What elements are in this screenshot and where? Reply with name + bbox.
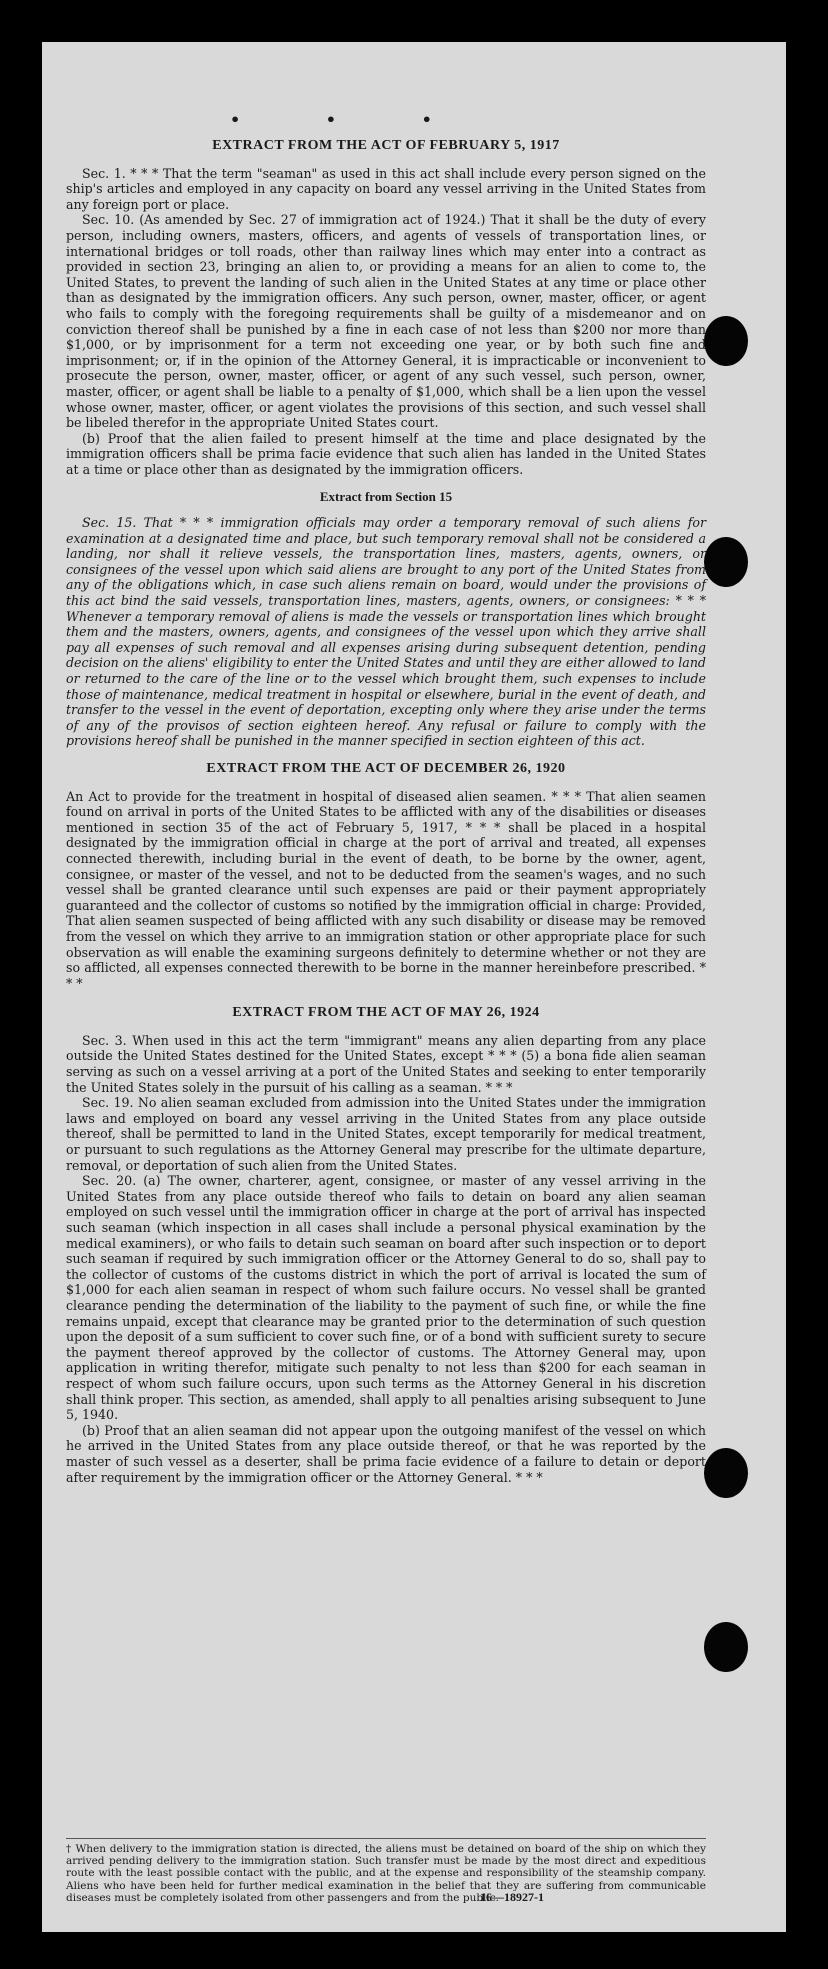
para-1917-sec10: Sec. 10. (As amended by Sec. 27 of immigration act of 1924.) That it shall be the duty of every person, including owners, masters, officers, and agents of vessels of transportation lines, or international bridges or toll roads, other than railway lines which may enter into a contract as provided in section 23, bringing an alien to, or providing a means for an alien to come to, the United States, to prevent the landing of such alien in the United States at any time or place other than as designated by the immigration officers. Any such person, owner, master, officer, or agent who fails to comply with the foregoing requirements shall be guilty of a misdemeanor and on conviction thereof shall be punished by a fine in each case of not less than $200 nor more than $1,000, or by imprisonment for a term not exceeding one year, or by both such fine and imprisonment; or, if in the opinion of the Attorney General, it is impracticable or inconvenient to prosecute the person, owner, master, officer, or agent of any such vessel, such person, owner, master, officer, or agent shall be liable to a penalty of $1,000, which shall be a lien upon the vessel whose owner, master, officer, or agent violates the provisions of this section, and such vessel shall be libeled therefor in the appropriate United States court. xyxy=(66,212,706,431)
heading-1920: EXTRACT FROM THE ACT OF DECEMBER 26, 1920 xyxy=(206,760,566,776)
para-1924-sec20: Sec. 20. (a) The owner, charterer, agent, consignee, or master of any vessel arriving in the United States from any place outside thereof who fails to detain on board any alien seaman employed on such vessel until the immigration officer in charge at the port of arrival has inspected such seaman (which inspection in all cases shall include a personal physical examination by the medical examiners), or who fails to detain such seaman on board after such inspection or to deport such seaman if required by such immigration officer or the Attorney General to do so, shall pay to the collector of customs of the customs district in which the port of arrival is located the sum of $1,000 for each alien seaman in respect of whom such failure occurs. No vessel shall be granted clearance pending the determination of the liability to the payment of such fine, or while the fine remains unpaid, except that clearance may be granted prior to the determination of such question upon the deposit of a sum sufficient to cover such fine, or of a bond with sufficient surety to secure the payment thereof approved by the collector of customs. The Attorney General may, upon application in writing therefor, mitigate such penalty to not less than $200 for each seaman in respect of whom such failure occurs, upon such terms as the Attorney General in his discretion shall think proper. This section, as amended, shall apply to all penalties arising subsequent to June 5, 1940. xyxy=(66,1173,706,1423)
heading-1924: EXTRACT FROM THE ACT OF MAY 26, 1924 xyxy=(232,1005,540,1021)
punch-hole-4 xyxy=(704,1622,748,1672)
punch-hole-2 xyxy=(704,537,748,587)
form-number: 16—18927-1 xyxy=(480,1890,544,1904)
para-1924-sec3: Sec. 3. When used in this act the term "immigrant" means any alien departing from any place outside the United States destined for the United States, except * * * (5) a bona fide alien seaman serving as such on a vessel arriving at a port of the United States and seeking to enter temporarily the United States solely in the pursuit of his calling as a seaman. * * * xyxy=(66,1032,706,1095)
para-1924-sec19: Sec. 19. No alien seaman excluded from admission into the United States under the immigration laws and employed on board any vessel arriving in the United States from any place outside thereof, shall be permitted to land in the United States, except temporarily for medical treatment, or pursuant to such regulations as the Attorney General may prescribe for the ultimate departure, removal, or deportation of such alien from the United States. xyxy=(66,1095,706,1173)
heading-section-15: Extract from Section 15 xyxy=(319,489,453,505)
para-1920: An Act to provide for the treatment in hospital of diseased alien seamen. * * * That alien seamen found on arrival in ports of the United States to be afflicted with any of the disabilities or diseases mentioned in section 35 of the act of February 5, 1917, * * * shall be placed in a hospital designated by the immigration official in charge at the port of arrival and treated, all expenses connected therewith, including burial in the event of death, to be borne by the owner, agent, consignee, or master of the vessel, and not to be deducted from the seamen's wages, and no such vessel shall be granted clearance until such expenses are paid or their payment appropriately guaranteed and the collector of customs so notified by the immigration official in charge: Provided, That alien seamen suspected of being afflicted with any such disability or disease may be removed from the vessel on which they arrive to an immigration station or other appropriate place for such observation as will enable the examining surgeons definitely to determine whether or not they are so afflicted, all expenses connected therewith to be borne in the manner hereinbefore prescribed. * * * xyxy=(66,788,706,991)
heading-1917: EXTRACT FROM THE ACT OF FEBRUARY 5, 1917 xyxy=(212,138,560,153)
para-1924-b: (b) Proof that an alien seaman did not appear upon the outgoing manifest of the vessel on which he arrived in the United States from any place outside thereof, or that he was reported by the master of such vessel as a deserter, shall be prima facie evidence of a failure to detain or deport after requirement by the immigration officer or the Attorney General. * * * xyxy=(66,1422,706,1485)
document-body xyxy=(66,138,706,1485)
top-marks: • • • xyxy=(230,110,472,129)
footnote: † When delivery to the immigration station is directed, the aliens must be detained on board of the ship on which they arrived pending delivery to the immigration station. Such transfer must be made by the most direct and expeditious route with the least possible contact with the public, and at the expense and responsibility of the steamship company. Aliens who have been held for further medical examination in the belief that they are suffering from communicable diseases must be completely isolated from other passengers and from the public. xyxy=(66,1843,706,1904)
punch-hole-1 xyxy=(704,316,748,366)
punch-hole-3 xyxy=(704,1448,748,1498)
para-1917-sec1: Sec. 1. * * * That the term "seaman" as used in this act shall include every person signed on the ship's articles and employed in any capacity on board any vessel arriving in the United States from any foreign port or place. xyxy=(66,165,706,212)
para-section-15: Sec. 15. That * * * immigration officials may order a temporary removal of such aliens for examination at a designated time and place, but such temporary removal shall not be considered a landing, nor shall it relieve vessels, the transportation lines, masters, agents, owners, or consignees of the vessel upon which said aliens are brought to any port of the United States from any of the obligations which, in case such aliens remain on board, would under the provisions of this act bind the said vessels, transportation lines, masters, agents, owners, or consignees: * * * Whenever a temporary removal of aliens is made the vessels or transportation lines which brought them and the masters, owners, agents, and consignees of the vessel upon which they arrive shall pay all expenses of such removal and all expenses arising during subsequent detention, pending decision on the aliens' eligibility to enter the United States and until they are either allowed to land or returned to the care of the line or to the vessel which brought them, such expenses to include those of maintenance, medical treatment in hospital or elsewhere, burial in the event of death, and transfer to the vessel in the event of deportation, excepting only where they arise under the terms of any of the provisos of section eighteen hereof. Any refusal or failure to comply with the provisions hereof shall be punished in the manner specified in section eighteen of this act. xyxy=(66,515,706,749)
para-1917-b: (b) Proof that the alien failed to present himself at the time and place designated by the immigration officers shall be prima facie evidence that such alien has landed in the United States at a time or place other than as designated by the immigration officers. xyxy=(66,430,706,477)
footnote-divider xyxy=(66,1838,706,1839)
